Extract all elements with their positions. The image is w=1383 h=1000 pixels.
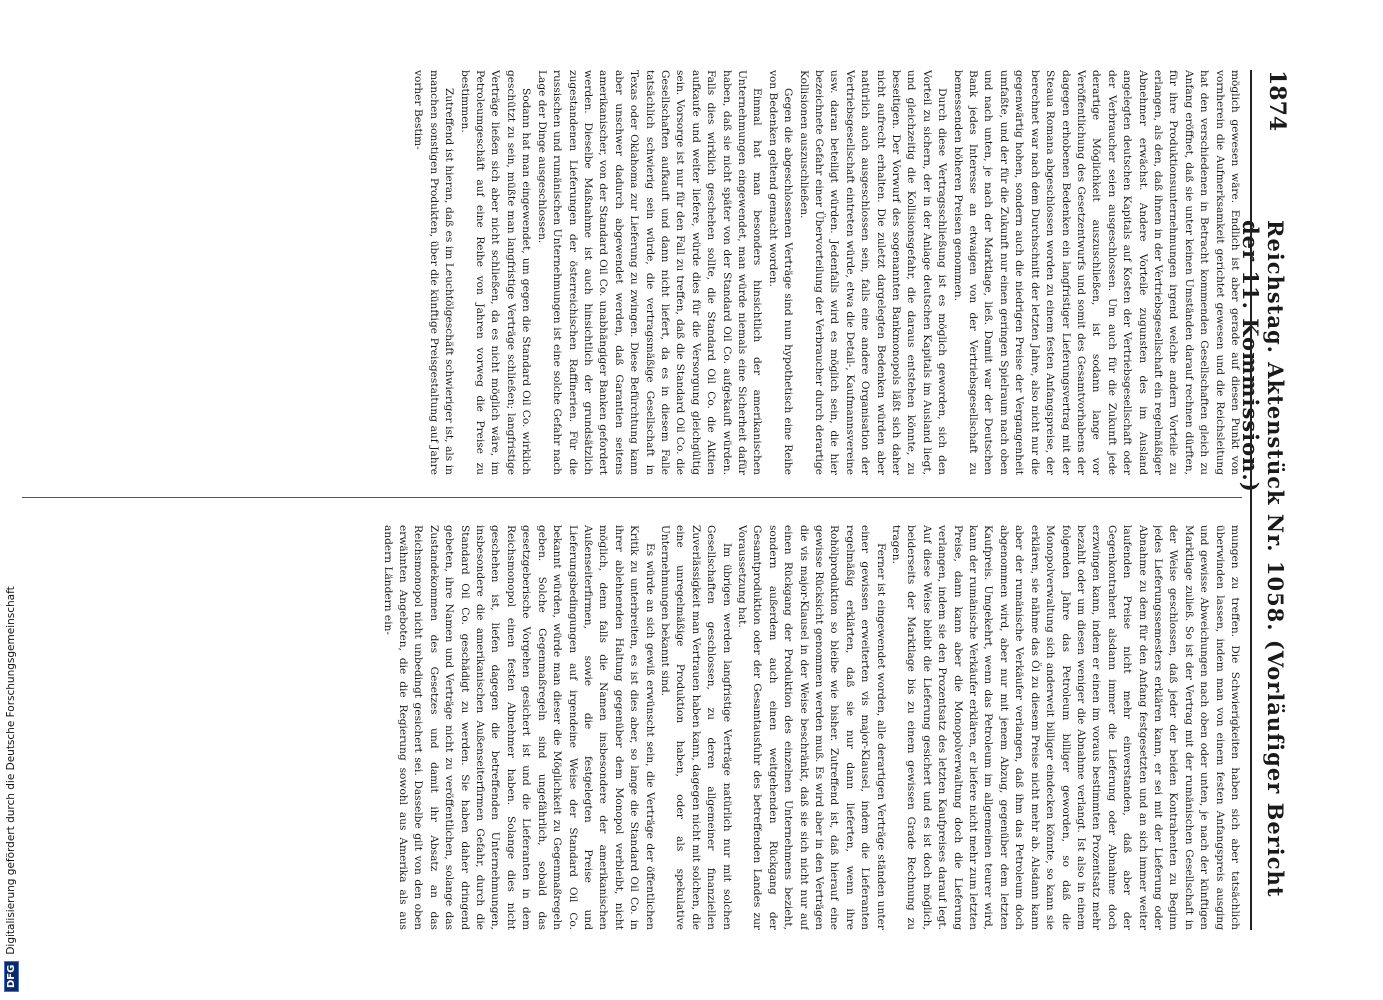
paragraph: Einmal hat man besonders hinsichtlich der amerikanischen Unternehmungen eingewendet, man würde niemals eine Sicherheit dafür haben, daß sie nicht später von der Standard Oil Co. aufgekauft würden. Falls dies wirklich geschehen sollte, die Standard Oil Co. die Aktien aufkaufe und weiter liefere, würde dies für die Versorgung gleichgültig sein. Vorsorge ist nur für den Fall zu treffen, daß die Standard Oil Co. die Gesellschaften aufkauft und dann nicht liefert, da es in diesem Falle tatsächlich schwierig sein würde, die vertragsmäßige Gesellschaft in Texas oder Oklahoma zur Lieferung zu zwingen. Diese Befürchtung kann aber unschwer dadurch abgewendet werden, daß Garantien seitens amerikanischer, von der Standard Oil Co. unabhängiger Banken gefordert werden. Dieselbe Maßnahme ist auch hinsichtlich der grundsätzlich zugestandenen Lieferungen der österreichischen Raffinerien. Für die russischen und rumänischen Unternehmungen ist eine solche Gefahr nach Lage der Dinge ausgeschlossen. [535,70,764,475]
running-title: Reichstag. Aktenstück Nr. 1058. (Vorläufiger Bericht der 11. Kommission.) [1238,220,1288,898]
paragraph: Durch diese Vertragsschließung ist es möglich geworden, sich den Vorteil zu sichern, der in der Anlage deutschen Kapitals im Ausland liegt, und gleichzeitig die Kollisionsgefahr, die daraus entstehen könnte, zu beseitigen. Der Vorwurf des sogenannten Bankmonopols läßt sich daher nicht aufrecht erhalten. Die zuletzt dargelegten Bedenken würden aber natürlich auch ausgeschlossen sein, falls eine andere Organisation der Vertriebsgesellschaft eintreten würde, etwa die Detail-, Kaufmannsvereine usw. daran beteiligt würden. Jedenfalls wird es möglich sein, die hier bezeichnete Gefahr einer Übervorteilung der Verbraucher durch derartige Kollisionen auszuschließen. [797,70,949,475]
paragraph: Ferner ist eingewendet worden, alle derartigen Verträge ständen unter einer gewissen erweiterten vis major-Klausel, indem die Lieferanten regelmäßig erklärten, daß sie nur dann lieferten, wenn ihre Rohölproduktion so bleibe wie bisher. Zutreffend ist, daß hierauf eine gewisse Rücksicht genommen werden muß. Es wird aber in den Verträgen die vis major-Klausel in der Weise beschränkt, daß sie sich nicht nur auf einen Rückgang der Produktion des einzelnen Unternehmens bezieht, sondern außerdem auch einen weitgehenden Rückgang der Gesamtproduktion oder der Gesamtausfuhr des betreffenden Landes zur Voraussetzung hat. [736,525,887,930]
dfg-logo: DFG [4,961,19,992]
paragraph: Zutreffend ist hieran, daß es im Leuchtölgeschäft schwieriger ist, als in manchen sonstigen Produkten, über die künftige Preisgestaltung auf Jahre vorher Bestim- [412,70,456,475]
paragraph: Gegen die abgeschlossenen Verträge sind nun hypothetisch eine Reihe von Bedenken geltend gemacht worden. [766,70,795,475]
digitization-footer [0,0,22,1000]
footer-text: Digitalisierung gefördert durch die Deutsche Forschungsgemeinschaft [5,586,17,955]
paragraph: möglich gewesen wäre. Endlich ist aber gerade auf diesen Punkt von vornherein die Aufmerksamkeit gerichtet gewesen und die Reichsleitung hat den verschiedenen in Betracht kommenden Gesellschaften gleich zu Anfang eröffnet, daß sie unter keinen Umständen darauf rechnen dürften, für ihre Produktionsunternehmungen irgend welche andern Vorteile zu erlangen, als den, daß ihnen in der Vertriebsgesellschaft ein regelmäßiger Abnehmer erwächst. Andere Vorteile zugunsten des im Ausland angelegten deutschen Kapitals auf Kosten der Vertriebsgesellschaft oder der Verbraucher seien ausgeschlossen. Um auch für die Zukunft jede derartige Möglichkeit auszuschließen, ist sodann lange vor Veröffentlichung des Gesetzentwurfs und somit des Gesamtvorhabens der dagegen erhobenen Bedenken ein langfristiger Lieferungsvertrag mit der Steaua Romana abgeschlossen worden zu einem festen Anfangspreise, der berechnet war nach dem Durchschnitt der letzten Jahre, also nicht nur die gegenwärtig hohen, sondern auch die niedrigen Preise der Vergangenheit umfaßte, und der für die Zukunft nur einen geringen Spielraum nach oben und nach unten, je nach der Marktlage, ließ. Damit war der Deutschen Bank jedes Interesse an etwaigen von der Vertriebsgesellschaft zu bemessenden höheren Preisen genommen. [951,70,1241,475]
right-column [12,525,1242,930]
paragraph: Im übrigen werden langfristige Verträge natürlich nur mit solchen Gesellschaften geschlossen, zu deren allgemeiner finanziellen Zuverlässigkeit man Vertrauen haben kann, dagegen nicht mit solchen, die eine unregelmäßige Produktion haben, oder als spekulative Unternehmungen bekannt sind. [658,525,733,930]
paragraph: Es würde an sich gewiß erwünscht sein, die Verträge der öffentlichen Kritik zu unterbreiten, es ist dies aber, so lange die Standard Oil Co. in ihrer ablehnenden Haltung gegenüber dem Monopol verbleibt, nicht möglich, denn falls die Namen insbesondere der amerikanischen Außenseiterfirmen, sowie die festgelegten Preise und Lieferungsbedingungen auf irgendeine Weise der Standard Oil Co. bekannt würden, würde man dieser die Möglichkeit zu Gegenmaßregeln geben. Solche Gegenmaßregeln sind ungefährlich, sobald das gesetzgeberische Vorgehen gesichert ist und die Lieferanten in dem Reichsmonopol einen festen Abnehmer haben. Solange dies nicht geschehen ist, liefen dagegen die betreffenden Unternehmungen, insbesondere die amerikanischen Außenseiterfirmen Gefahr, durch die Standard Oil Co. geschädigt zu werden. Sie haben daher dringend gebeten, ihre Namen und Verträge nicht zu veröffentlichen, solange das Zustandekommen des Gesetzes und damit ihr Absatz an das Reichsmonopol nicht unbedingt gesichert sei. Dasselbe gilt von den oben erwähnten Angeboten, die die Regierung sowohl aus Amerika als aus andern Ländern ein- [381,525,656,930]
paragraph: Sodann hat man eingewendet, um gegen die Standard Oil Co. wirklich geschützt zu sein, müßte man langfristige Verträge schließen; langfristige Verträge ließen sich aber nicht schließen, da es nicht möglich wäre, im Petroleumgeschäft auf eine Reihe von Jahren vorweg die Preise zu bestimmen. [458,70,533,475]
header-rule [1250,70,1252,930]
column-divider [22,497,1242,498]
paragraph: mungen zu treffen. Die Schwierigkeiten haben sich aber tatsächlich überwinden lassen, indem man von einem festen Anfangspreis ausging und gewisse Abweichungen nach oben oder unten, je nach der künftigen Marktlage zuließ. So ist der Vertrag mit der rumänischen Gesellschaft in der Weise geschlossen, daß jeder der beiden Kontrahenten zu Beginn jedes Lieferungssemesters erklären kann, er sei mit der Lieferung oder Abnahme zu dem für den Anfang festgesetzten und an sich immer weiter laufenden Preise nicht mehr einverstanden, daß aber der Gegenkontrahent alsdann immer die Lieferung oder Abnahme doch erzwingen kann, indem er einen im voraus bestimmten Prozentsatz mehr bezahlt oder um diesen weniger die Abnahme verlangt. Ist also in einem folgenden Jahre das Petroleum billiger geworden, so daß die Monopolverwaltung sich anderweit billiger eindecken könnte, so kann sie erklären, sie nähme das Öl zu diesem Preise nicht mehr ab. Alsdann kann aber der rumänische Verkäufer verlangen, daß ihm das Petroleum doch abgenommen wird, aber nur mit jenem Abzug, gegenüber dem letzten Kaufpreis. Umgekehrt, wenn das Petroleum im allgemeinen teurer wird, kann der rumänische Verkäufer erklären, er liefere nicht mehr zum letzten Preise, dann kann aber die Monopolverwaltung doch die Lieferung verlangen, indem sie den Prozentsatz des letzten Kaufpreises darauf legt. Auf diese Weise bleibt die Lieferung gesichert und es ist doch möglich, beiderseits der Marktlage bis zu einem gewissen Grade Rechnung zu tragen. [890,525,1241,930]
page-header [1238,70,1290,930]
left-column [12,70,1242,475]
page-number: 1874 [1264,70,1290,132]
